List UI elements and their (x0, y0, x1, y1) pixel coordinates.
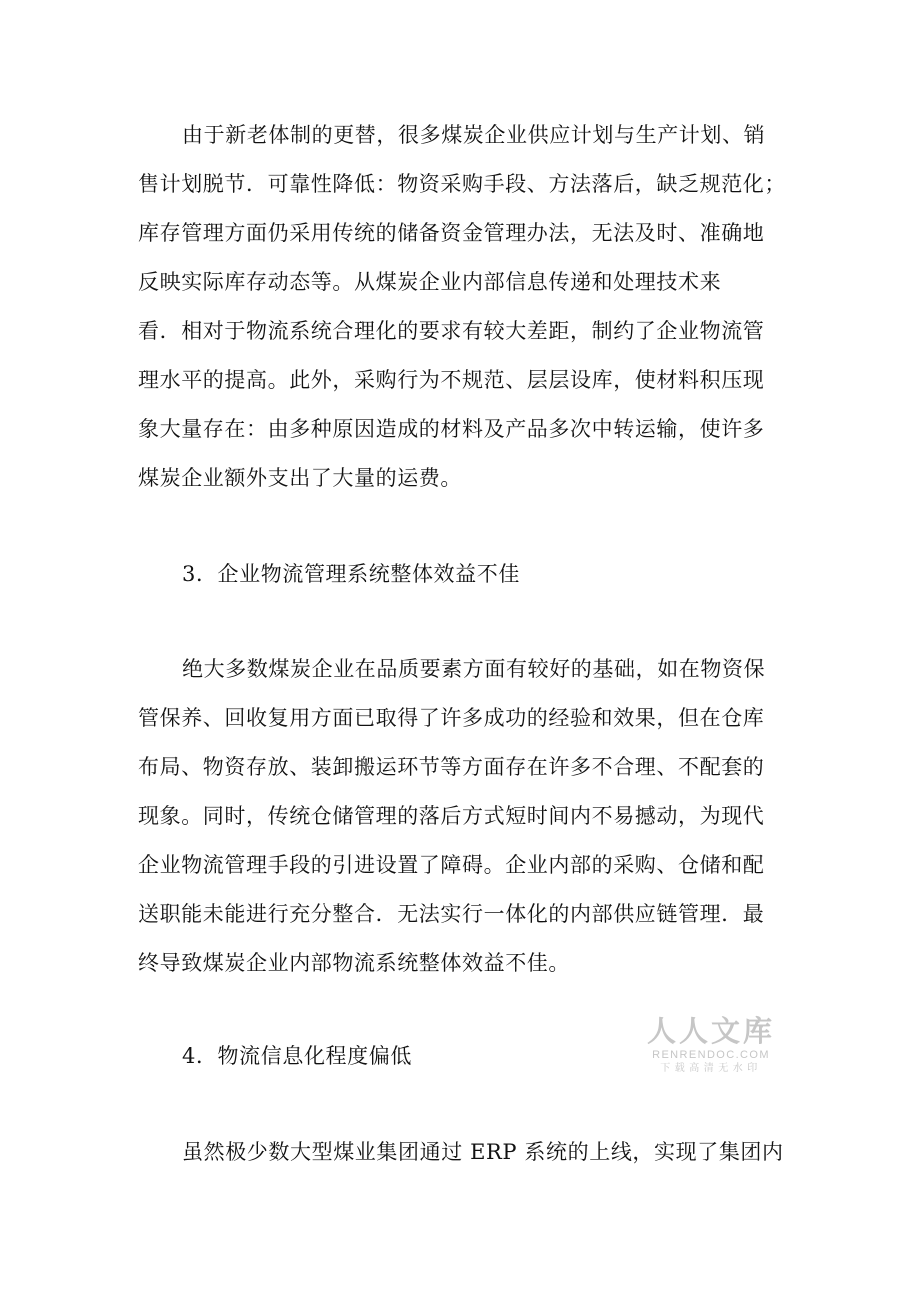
paragraph-1-line-5: 看．相对于物流系统合理化的要求有较大差距，制约了企业物流管 (138, 319, 765, 343)
watermark-title: 人人文库 (646, 1014, 775, 1048)
paragraph-1-line-7: 象大量存在：由多种原因造成的材料及产品多次中转运输，使许多 (138, 417, 765, 441)
paragraph-1-line-2: 售计划脱节．可靠性降低：物资采购手段、方法落后，缺乏规范化； (138, 172, 786, 196)
section-heading-3: 3．企业物流管理系统整体效益不佳 (182, 562, 520, 586)
paragraph-2-line-2: 管保养、回收复用方面已取得了许多成功的经验和效果，但在仓库 (138, 706, 765, 730)
paragraph-1-line-1: 由于新老体制的更替，很多煤炭企业供应计划与生产计划、销 (182, 123, 766, 147)
paragraph-2-line-5: 企业物流管理手段的引进设置了障碍。企业内部的采购、仓储和配 (138, 853, 765, 877)
paragraph-3-line-1: 虽然极少数大型煤业集团通过 ERP 系统的上线，实现了集团内 (182, 1140, 784, 1164)
renrendoc-watermark (646, 1014, 776, 1076)
paragraph-1-line-4: 反映实际库存动态等。从煤炭企业内部信息传递和处理技术来 (138, 270, 722, 294)
paragraph-2-line-6: 送职能未能进行充分整合．无法实行一体化的内部供应链管理．最 (138, 902, 765, 926)
paragraph-2-line-7: 终导致煤炭企业内部物流系统整体效益不佳。 (138, 951, 570, 975)
section-heading-4: 4．物流信息化程度偏低 (182, 1044, 412, 1068)
paragraph-1-line-6: 理水平的提高。此外，采购行为不规范、层层设库，使材料积压现 (138, 368, 765, 392)
watermark-site: RENRENDOC.COM (652, 1049, 770, 1061)
paragraph-1-line-3: 库存管理方面仍采用传统的储备资金管理办法，无法及时、准确地 (138, 221, 765, 245)
paragraph-2-line-3: 布局、物资存放、装卸搬运环节等方面存在许多不合理、不配套的 (138, 755, 765, 779)
watermark-tagline: 下载高清无水印 (660, 1063, 762, 1074)
paragraph-1-line-8: 煤炭企业额外支出了大量的运费。 (138, 466, 462, 490)
paragraph-2-line-4: 现象。同时，传统仓储管理的落后方式短时间内不易撼动，为现代 (138, 804, 765, 828)
paragraph-2-line-1: 绝大多数煤炭企业在品质要素方面有较好的基础，如在物资保 (182, 657, 766, 681)
